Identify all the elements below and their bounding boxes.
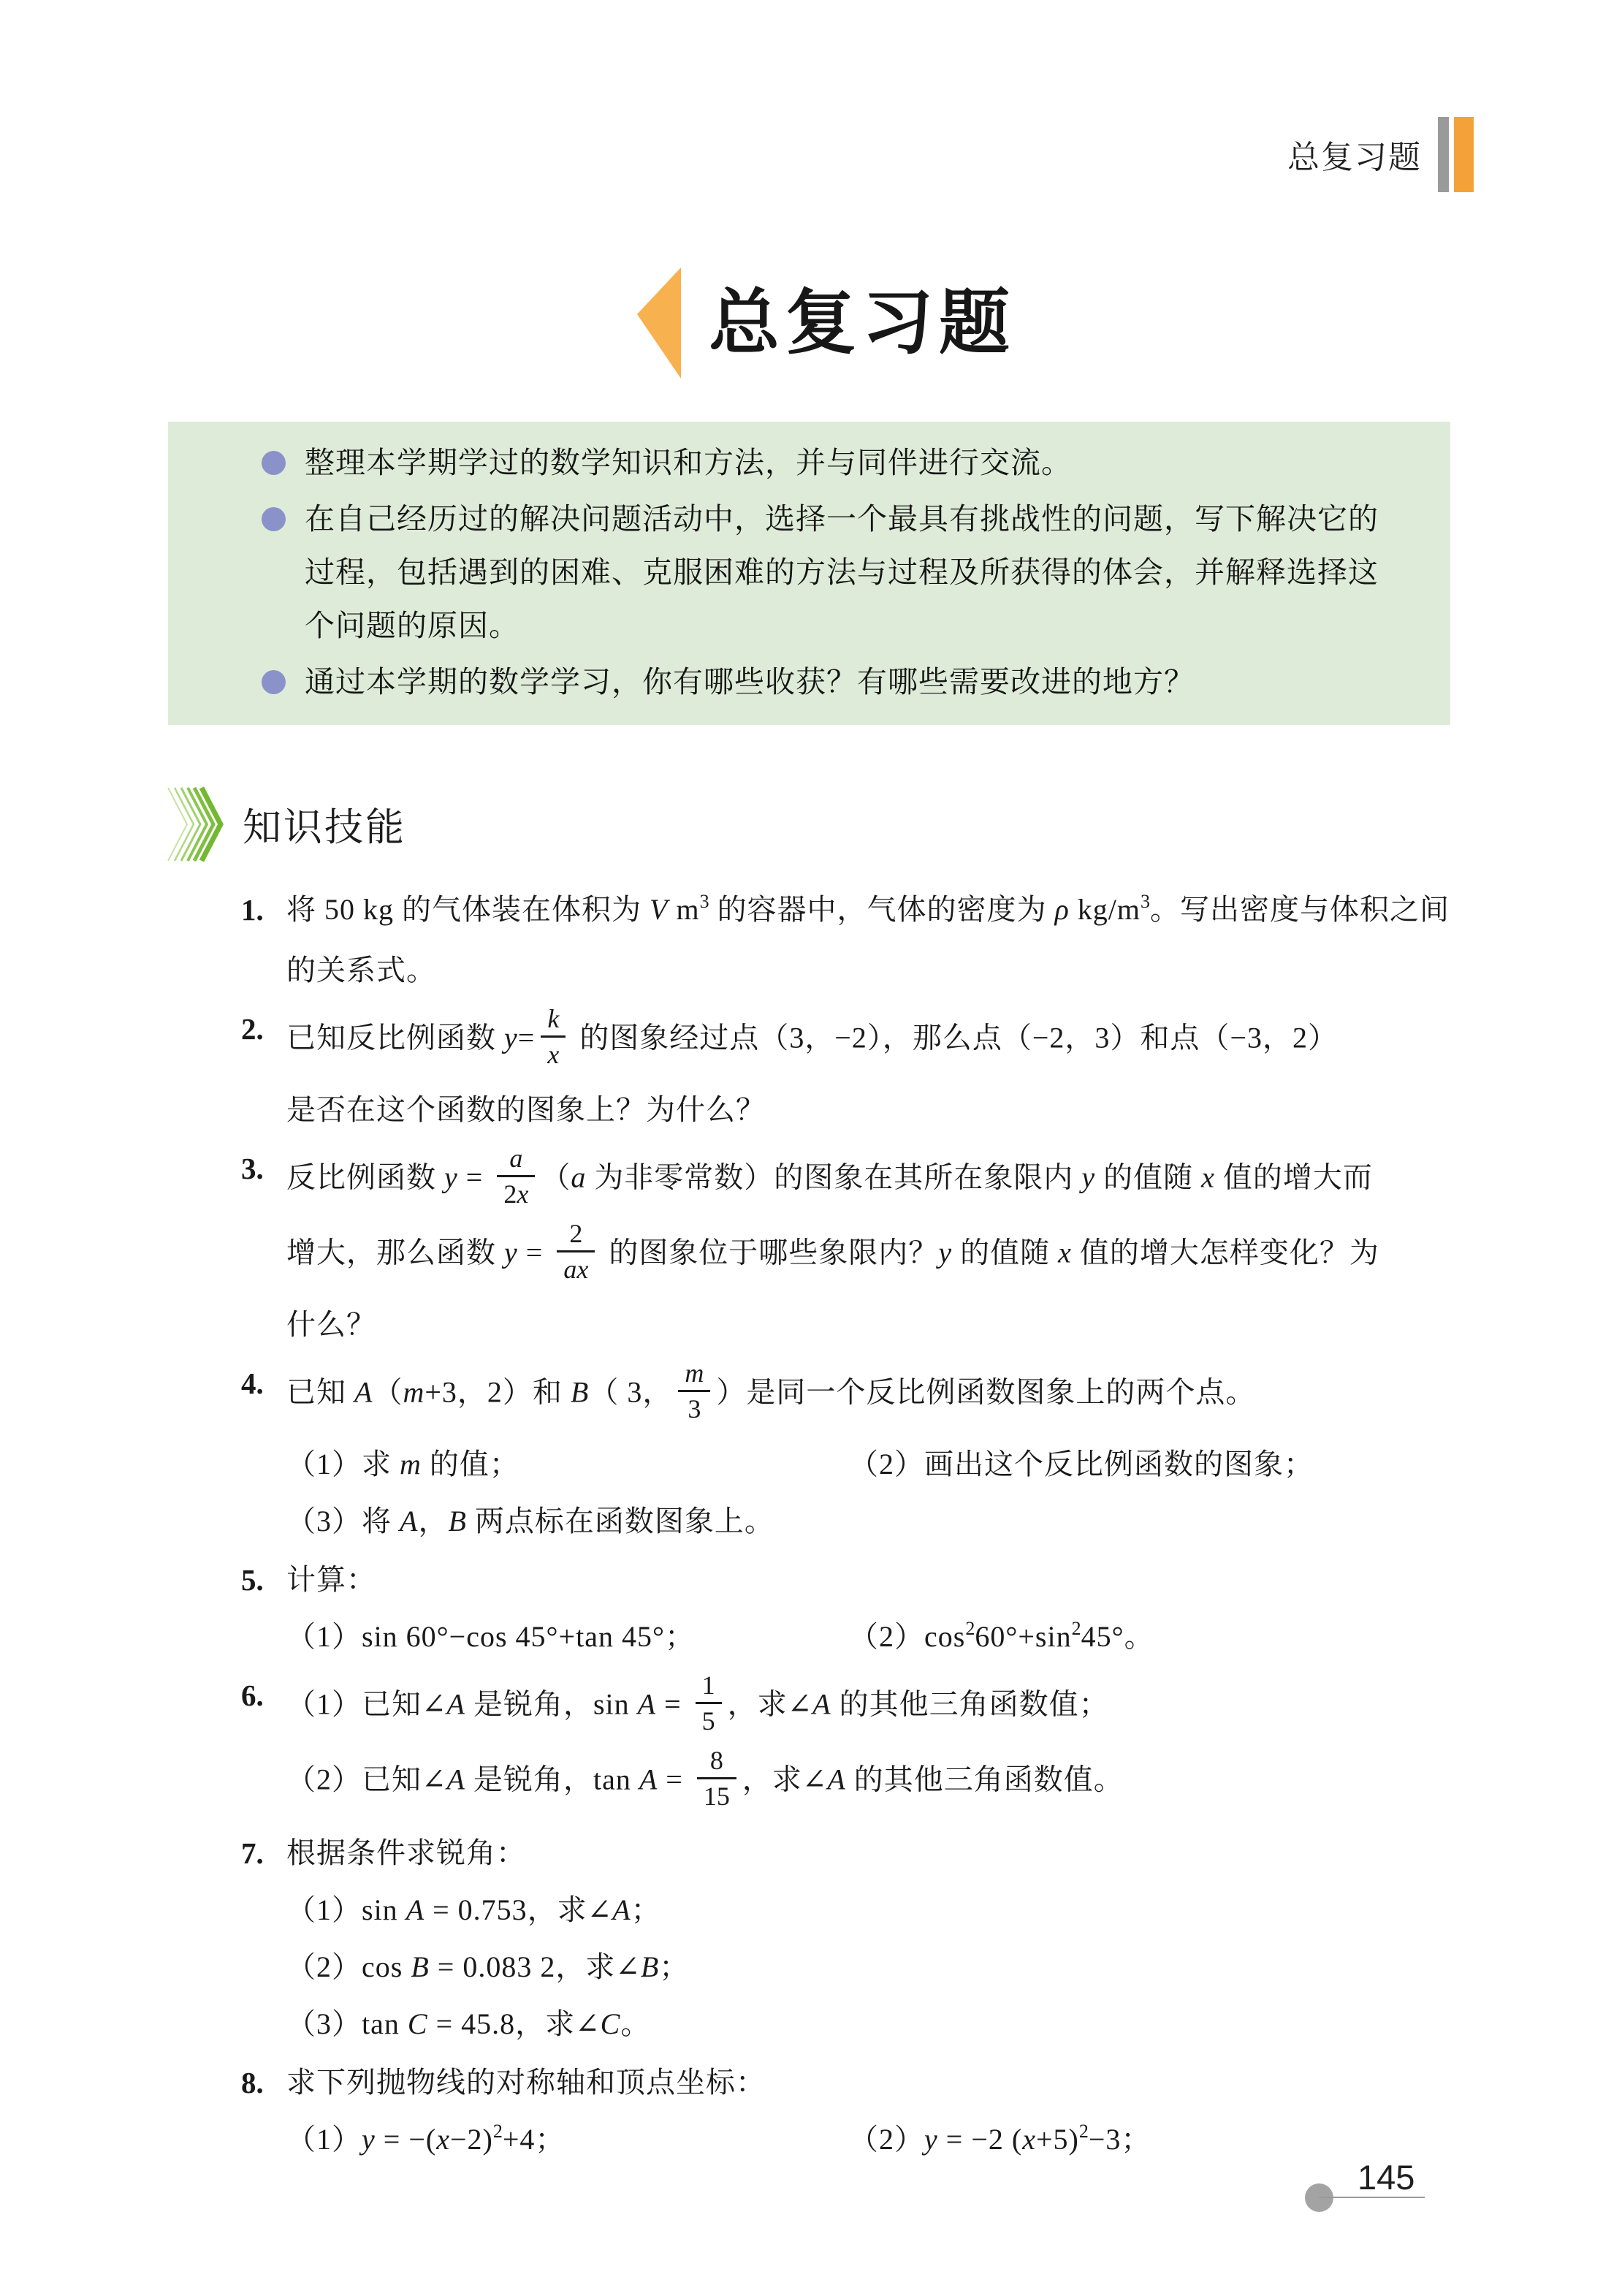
text-run: ）和点（ [1110, 1021, 1230, 1054]
math-italic: x [547, 1040, 560, 1069]
math-italic: V [650, 893, 669, 926]
text-run: 。 [620, 2007, 651, 2040]
problem-line [286, 1221, 1455, 1290]
running-head [1287, 115, 1474, 193]
math-roman: 45° [1081, 1620, 1124, 1653]
section-title: 知识技能 [243, 806, 406, 849]
text-run: （ [589, 1375, 628, 1409]
problem-row [241, 2054, 1455, 2172]
superscript: 2 [492, 2121, 503, 2142]
math-roman: cos [362, 1950, 411, 1983]
left-triangle-icon [637, 267, 681, 379]
intro-box [168, 422, 1450, 725]
text-run: 的容器中，气体的密度为 [709, 893, 1055, 926]
text-run: （1） [286, 1620, 362, 1653]
fraction [697, 1744, 736, 1813]
problem-line [286, 1436, 1455, 1493]
math-roman: 2 [503, 1179, 517, 1209]
problem-line [286, 1608, 1455, 1665]
problem-number: 8. [241, 2066, 264, 2099]
fraction [497, 1141, 535, 1211]
problem-line [286, 2054, 1455, 2111]
problem-line-col2 [849, 1608, 1154, 1669]
text-run: ； [659, 1950, 690, 1983]
problem-body [286, 1667, 1455, 1823]
math-italic: x [517, 1179, 529, 1209]
text-run: ）是同一个反比例函数图象上的两个点。 [716, 1375, 1256, 1409]
math-roman: +4 [502, 2123, 536, 2156]
math-roman: 60°+sin [975, 1620, 1072, 1653]
problem-line [286, 1670, 1455, 1742]
intro-bullet-item [262, 655, 1405, 709]
math-italic: y [924, 2123, 938, 2156]
problem-line [286, 1939, 1455, 1996]
math-roman: −2) [449, 2123, 493, 2156]
orange-bar-icon [1454, 117, 1474, 192]
math-italic: B [570, 1375, 590, 1409]
text-run: ），那么点（ [867, 1021, 1032, 1054]
math-italic: x [436, 2123, 450, 2156]
math-roman: = −( [375, 2123, 437, 2156]
math-roman: tan [362, 2007, 408, 2040]
math-roman: kg/m [1069, 893, 1141, 926]
problem-line [286, 1082, 1455, 1139]
problem-body [286, 1551, 1455, 1665]
text-run: 求下列抛物线的对称轴和顶点坐标： [286, 2066, 766, 2099]
problem-number: 7. [241, 1836, 264, 1870]
problem-line [286, 1748, 1455, 1817]
math-roman: 3，−2 [789, 1021, 867, 1054]
fraction-denominator [541, 1035, 566, 1071]
intro-bullet-text: 整理本学期学过的数学知识和方法，并与同伴进行交流。 [305, 446, 1072, 479]
math-roman: 5 [701, 1706, 715, 1736]
problem-row [241, 1140, 1455, 1353]
math-italic: B [640, 1950, 660, 1983]
math-roman: m [668, 893, 700, 926]
math-italic: A [637, 1687, 657, 1721]
gray-bar-icon [1438, 117, 1449, 192]
problem-line [286, 1493, 1455, 1550]
problem-row [241, 1667, 1455, 1823]
math-italic: C [407, 2007, 428, 2040]
problem-row [241, 881, 1455, 999]
problem-row [241, 1355, 1455, 1550]
text-run: 的值随 [952, 1236, 1059, 1269]
text-run: ， [418, 1505, 449, 1537]
text-run: ； [664, 1620, 695, 1653]
text-run: 是锐角， [465, 1687, 593, 1721]
problem-list [241, 881, 1455, 2173]
intro-bullet-item [262, 436, 1405, 490]
text-run: 的图象经过点（ [571, 1021, 790, 1054]
math-roman: tan [593, 1763, 639, 1796]
math-italic: A [827, 1763, 846, 1796]
problem-line [286, 1146, 1455, 1215]
superscript: 2 [1078, 2121, 1089, 2142]
page-title-block [637, 267, 1016, 379]
text-run: 的其他三角函数值。 [845, 1763, 1124, 1796]
problem-body [286, 1825, 1455, 2053]
math-roman: = 0.083 2 [429, 1950, 556, 1983]
problem-line [286, 1358, 1455, 1430]
math-roman: 3 [688, 1394, 701, 1423]
math-roman: = [658, 1763, 691, 1796]
text-run: 什么？ [286, 1308, 376, 1341]
math-italic: y [938, 1236, 953, 1269]
superscript: 2 [1071, 1618, 1081, 1639]
text-run: 根据条件求锐角： [286, 1836, 526, 1869]
text-run: （1）已知∠ [286, 1687, 447, 1721]
text-run: 增大，那么函数 [286, 1236, 504, 1269]
text-run: （1）求 [286, 1448, 400, 1480]
fraction [678, 1356, 710, 1426]
fraction-numerator [696, 1668, 722, 1702]
text-run: 。写出密度与体积之间的关系式。 [286, 893, 1450, 987]
math-roman: = 45.8 [427, 2007, 516, 2040]
text-run: 是锐角， [465, 1763, 593, 1796]
math-roman: 50 kg [324, 893, 394, 926]
math-roman: +3 [424, 1375, 457, 1409]
math-italic: A [406, 1893, 425, 1926]
math-italic: y [444, 1160, 458, 1194]
text-run: （3） [286, 2007, 362, 2040]
problem-line [286, 1296, 1455, 1353]
text-run: （2）已知∠ [286, 1763, 447, 1796]
page-number: 145 [1358, 2158, 1415, 2197]
fraction-numerator [497, 1141, 535, 1175]
math-italic: A [812, 1687, 831, 1721]
problem-row [241, 1551, 1455, 1665]
text-run: 的值随 [1095, 1160, 1202, 1194]
problem-body [286, 881, 1455, 999]
math-roman: sin [362, 1893, 406, 1926]
problem-row [241, 1825, 1455, 2053]
problem-body [286, 1140, 1455, 1353]
text-run: ， [642, 1375, 673, 1409]
problem-number: 6. [241, 1679, 264, 1712]
math-roman: = −2 ( [937, 2123, 1023, 2156]
section-header [165, 783, 406, 865]
math-roman: −2，3 [1032, 1021, 1111, 1054]
text-run: （2）画出这个反比例函数的图象； [849, 1448, 1314, 1480]
problem-line [286, 1006, 1455, 1076]
math-italic: x [1201, 1160, 1215, 1194]
fraction [696, 1668, 722, 1738]
fraction [541, 1002, 566, 1071]
intro-bullet-text: 通过本学期的数学学习，你有哪些收获？有哪些需要改进的地方？ [305, 665, 1195, 699]
text-run: 是否在这个函数的图象上？为什么？ [286, 1093, 766, 1126]
fraction-numerator [557, 1217, 595, 1250]
text-run: 。 [1124, 1620, 1154, 1653]
math-roman: sin 60°−cos 45°+tan 45° [362, 1620, 665, 1653]
text-run: 值的增大而 [1214, 1160, 1373, 1194]
math-roman: = [517, 1236, 552, 1269]
superscript: 3 [699, 891, 709, 912]
math-italic: B [411, 1950, 430, 1983]
problem-line [286, 1551, 1455, 1608]
round-bullet-icon [262, 451, 286, 475]
page-title: 总复习题 [709, 283, 1016, 362]
problem-line [286, 1825, 1455, 1882]
math-italic: y [504, 1021, 518, 1054]
text-run: ； [631, 1893, 661, 1926]
text-run: （2） [849, 1620, 924, 1653]
math-italic: A [612, 1893, 631, 1926]
problem-number: 5. [241, 1563, 264, 1597]
problem-line [286, 2111, 1455, 2172]
problem-row [241, 1000, 1455, 1139]
text-run: （3）将 [286, 1505, 400, 1537]
math-italic: A [446, 1763, 465, 1796]
text-run: ，求∠ [727, 1687, 813, 1721]
text-run: ，求∠ [555, 1950, 641, 1983]
problem-number: 3. [241, 1152, 264, 1185]
fraction-denominator [497, 1175, 535, 1211]
text-run: 反比例函数 [286, 1160, 444, 1194]
intro-bullet-item [262, 493, 1405, 653]
math-italic: m [403, 1375, 425, 1409]
problem-body [286, 1355, 1455, 1550]
superscript: 2 [965, 1618, 975, 1639]
fraction-denominator [696, 1702, 722, 1738]
problem-line [286, 881, 1455, 999]
math-italic: x [1058, 1236, 1072, 1269]
text-run: 值的增大怎样变化？为 [1071, 1236, 1379, 1269]
math-roman: 2 [569, 1219, 583, 1248]
math-roman: 3 [627, 1375, 643, 1409]
text-run: ） [1308, 1021, 1338, 1054]
math-roman: 1 [701, 1670, 715, 1700]
text-run: （2） [286, 1950, 362, 1983]
text-run: 的值； [421, 1448, 519, 1480]
intro-bullet-text: 在自己经历过的解决问题活动中，选择一个最具有挑战性的问题，写下解决它的过程，包括遇到的困难、克服困难的方法与过程及所获得的体会，并解释选择这个问题的原因。 [305, 502, 1379, 642]
math-italic: C [600, 2007, 621, 2040]
math-roman: 2 [487, 1375, 503, 1409]
text-run: ， [457, 1375, 487, 1409]
math-italic: a [509, 1144, 523, 1173]
problem-number: 4. [241, 1366, 264, 1400]
problem-line [286, 1996, 1455, 2053]
math-italic: ax [563, 1255, 589, 1284]
superscript: 3 [1141, 891, 1150, 912]
text-run: （ [541, 1160, 571, 1194]
round-bullet-icon [262, 507, 286, 531]
math-roman: = 0.753 [424, 1893, 528, 1926]
fraction-denominator [557, 1250, 595, 1286]
math-roman: −3，2 [1230, 1021, 1308, 1054]
fraction-numerator [678, 1356, 710, 1390]
math-roman: +5) [1035, 2123, 1079, 2156]
text-run: ； [535, 2123, 566, 2156]
math-italic: A [354, 1375, 373, 1409]
text-run: （1） [286, 2123, 362, 2156]
round-bullet-icon [262, 670, 286, 694]
text-run: 的其他三角函数值； [831, 1687, 1109, 1721]
math-italic: m [685, 1358, 704, 1388]
text-run: ，求∠ [515, 2007, 601, 2040]
math-italic: B [448, 1505, 467, 1537]
text-run: ； [1121, 2123, 1151, 2156]
math-roman: 8 [709, 1746, 723, 1775]
math-roman: sin [593, 1687, 638, 1721]
running-head-label: 总复习题 [1287, 140, 1422, 175]
fraction-denominator [678, 1390, 710, 1426]
math-italic: y [1081, 1160, 1096, 1194]
math-roman: −3 [1088, 2123, 1122, 2156]
problem-line [286, 1882, 1455, 1939]
fraction-denominator [697, 1777, 736, 1813]
problem-number: 2. [241, 1012, 264, 1046]
math-italic: m [400, 1448, 422, 1480]
math-roman: cos [924, 1620, 966, 1653]
green-chevrons-icon [165, 783, 229, 865]
math-italic: y [362, 2123, 376, 2156]
fraction-numerator [697, 1744, 736, 1777]
problem-number: 1. [241, 893, 264, 927]
problem-body [286, 1000, 1455, 1139]
text-run: 已知反比例函数 [286, 1021, 504, 1054]
math-italic: x [1022, 2123, 1036, 2156]
math-italic: k [547, 1004, 560, 1033]
text-run: （2） [849, 2123, 924, 2156]
text-run: 已知 [286, 1375, 354, 1409]
problem-line-col2 [849, 2111, 1151, 2172]
text-run: （1） [286, 1893, 362, 1926]
math-italic: A [400, 1505, 419, 1537]
math-roman: = [517, 1021, 536, 1054]
text-run: （ [373, 1375, 403, 1409]
problem-line-col2 [849, 1436, 1314, 1493]
math-italic: ρ [1054, 893, 1070, 926]
text-run: 为非零常数）的图象在其所在象限内 [586, 1160, 1082, 1194]
math-roman: = [656, 1687, 690, 1721]
text-run: 计算： [286, 1563, 376, 1596]
problem-body [286, 2054, 1455, 2172]
math-italic: a [571, 1160, 587, 1194]
text-run: 的图象位于哪些象限内？ [601, 1236, 939, 1269]
text-run: ，求∠ [527, 1893, 613, 1926]
math-italic: y [504, 1236, 518, 1269]
fraction-numerator [541, 1002, 566, 1035]
math-italic: A [639, 1763, 658, 1796]
fraction [557, 1217, 595, 1286]
math-italic: A [446, 1687, 465, 1721]
text-run: ）和 [502, 1375, 571, 1409]
math-roman: 15 [703, 1782, 730, 1811]
text-run: ，求∠ [742, 1763, 828, 1796]
text-run: 将 [286, 893, 324, 926]
math-roman: = [457, 1160, 492, 1194]
text-run: 的气体装在体积为 [394, 893, 650, 926]
text-run: 两点标在函数图象上。 [466, 1505, 774, 1537]
